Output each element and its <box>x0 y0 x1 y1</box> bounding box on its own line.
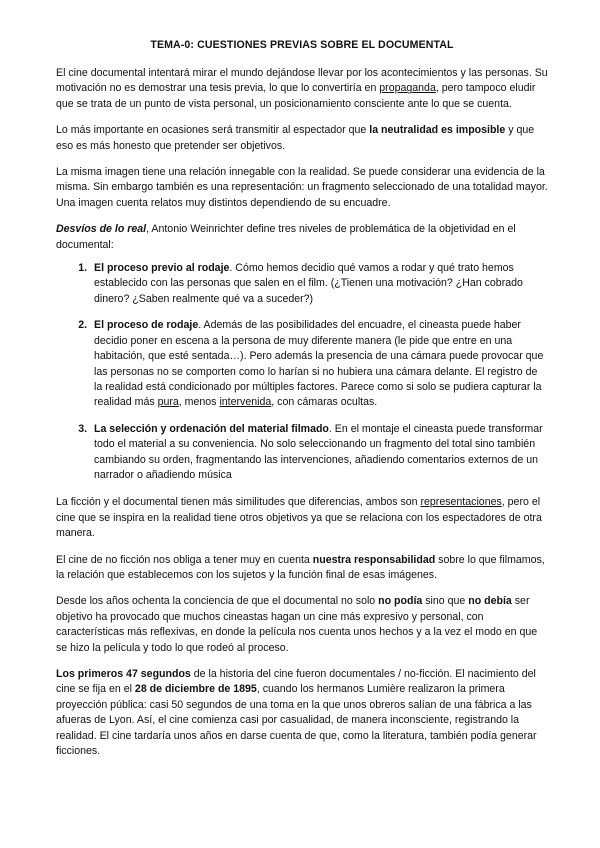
objectivity-levels-list <box>56 261 548 483</box>
link-propaganda[interactable]: propaganda <box>379 82 436 95</box>
paragraph-responsibility: El cine de no ficción nos obliga a tener muy en cuenta nuestra responsabilidad sobre lo que filmamos, la relación que establecemos con los sujetos y la función final de esas imágenes. <box>56 553 545 581</box>
paragraph-eighties: Desde los años ochenta la conciencia de que el documental no solo no podía sino que no debía ser objetivo ha provocado que muchos cineastas hagan un cine más expresivo y personal, con características más reflexivas, en donde la película nos cuenta unos hechos y a la vez el modo en que se hizo la película y todo lo que rodeó al proceso. <box>56 595 538 654</box>
paragraph-history: Los primeros 47 segundos de la historia del cine fueron documentales / no-ficción. El nacimiento del cine se fija en el 28 de diciembre de 1895, cuando los hermanos Lumière realizaron la primera proyección pública: casi 50 segundos de una toma en la que unos obreros salían de una fábrica a las afueras de Lyon. Así, el cine comienza casi por casualidad, de manera inconsciente, registrando la realidad. El cine tardaría unos años en darse cuenta de que, como la literatura, también podía generar ficciones. <box>56 668 537 758</box>
list-item: 1. El proceso previo al rodaje. Cómo hemos decidio qué vamos a rodar y qué trato hemos establecido con las personas que salen en el film. (¿Tienen una motivación? ¿Han cobrado dinero? ¿Saben realmente qué va a suceder?) <box>90 261 548 307</box>
paragraph-image: La misma imagen tiene una relación innegable con la realidad. Se puede considerar una evidencia de la misma. Sin embargo también es una representación: un fragmento seleccionado de una totalidad mayor. Una imagen cuenta relatos muy distintos dependiendo de su encuadre. <box>56 166 548 209</box>
page-title: TEMA-0: CUESTIONES PREVIAS SOBRE EL DOCUMENTAL <box>150 39 454 51</box>
paragraph-neutrality: Lo más importante en ocasiones será transmitir al espectador que la neutralidad es imposible y que eso es más honesto que pretender ser objetivos. <box>56 124 535 152</box>
paragraph-intro: El cine documental intentará mirar el mundo dejándose llevar por los acontecimientos y las personas. Su motivación no es demostrar una tesis previa, lo que lo convertiría en propaganda, pero tampoco eludir que se trata de un punto de vista personal, un posicionamiento consciente ante lo que se cuenta. <box>56 67 548 110</box>
link-pura[interactable]: pura <box>157 396 179 409</box>
link-representaciones[interactable]: representaciones <box>420 496 502 509</box>
list-item: 2. El proceso de rodaje. Además de las posibilidades del encuadre, el cineasta puede haber decidio poner en escena a la persona de muy diferente manera (le pide que entre en una habitación, que esté sentada…). Pero además la presencia de una cámara puede provocar que las personas no se comporten como lo harían si no hubiera una cámara delante. El registro de la realidad está condicionado por múltiples factores. Parece como si solo se pudiera capturar la realidad más pura, menos intervenida, con cámaras ocultas. <box>90 318 548 410</box>
list-item: 3. La selección y ordenación del material filmado. En el montaje el cineasta puede transformar todo el material a su conveniencia. No solo seleccionando un fragmento del total sino también cambiando su orden, fragmentando las intervenciones, añadiendo comentarios externos de un narrador o añadiendo música <box>90 422 548 484</box>
paragraph-fiction: La ficción y el documental tienen más similitudes que diferencias, ambos son representaciones, pero el cine que se inspira en la realidad tiene otros objetivos ya que se relaciona con los espectadores de otra manera. <box>56 496 542 540</box>
paragraph-desvios: Desvíos de lo real, Antonio Weinrichter define tres niveles de problemática de la objetividad en el documental: <box>56 223 516 251</box>
link-intervenida[interactable]: intervenida <box>219 396 272 409</box>
emphasis-neutrality: la neutralidad es imposible <box>369 124 506 137</box>
book-title: Desvíos de lo real <box>56 223 147 236</box>
